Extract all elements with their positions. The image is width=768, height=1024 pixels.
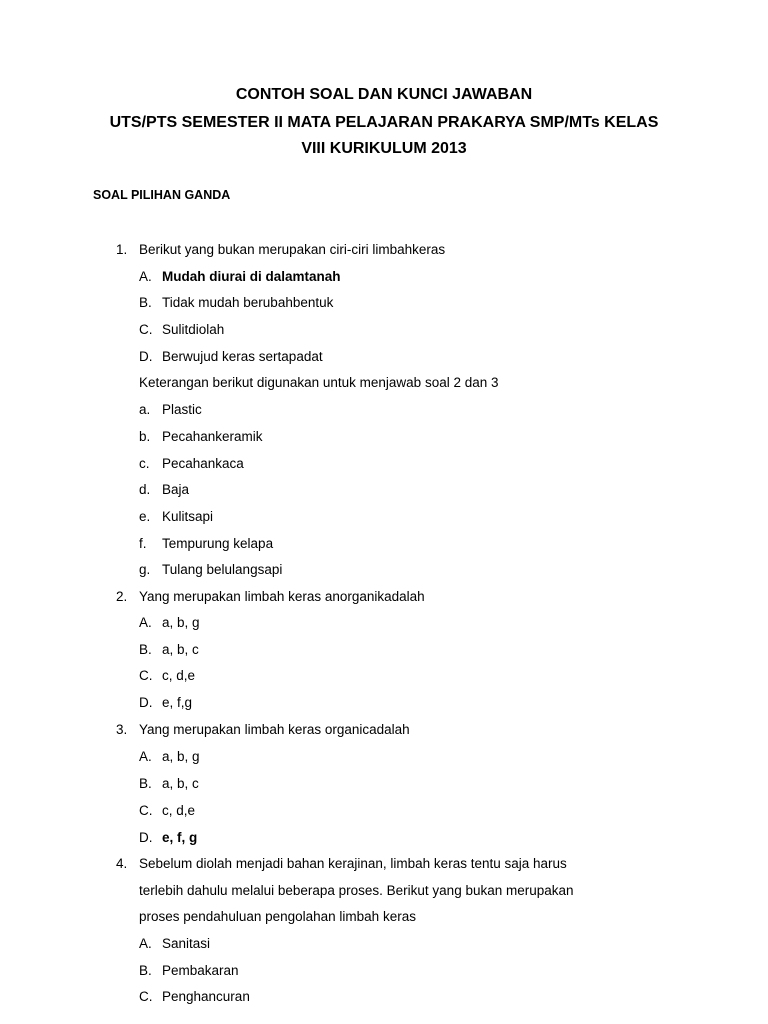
keterangan-item-label: e. <box>139 509 151 524</box>
question-2-option-label: D. <box>139 695 153 710</box>
question-1-option-b: Tidak mudah berubahbentuk <box>162 295 334 310</box>
question-1-option-d: Berwujud keras sertapadat <box>162 349 323 364</box>
question-1-option-c: Sulitdiolah <box>162 322 225 337</box>
question-3-option-d: e, f, g <box>162 830 198 845</box>
question-1-option-a: Mudah diurai di dalamtanah <box>162 269 341 284</box>
keterangan-item: Pecahankeramik <box>162 429 263 444</box>
question-4-option-a: Sanitasi <box>162 936 211 951</box>
question-4-text-line-1: Sebelum diolah menjadi bahan kerajinan, limbah keras tentu saja harus <box>139 856 567 871</box>
document-title-line-1: CONTOH SOAL DAN KUNCI JAWABAN <box>235 86 533 103</box>
keterangan-item: Tulang belulangsapi <box>162 562 283 577</box>
question-4-text-line-2: terlebih dahulu melalui beberapa proses. Berikut yang bukan merupakan <box>139 883 574 898</box>
question-2-number: 2. <box>116 589 128 604</box>
question-3-option-label: D. <box>139 830 153 845</box>
question-2-option-c: c, d,e <box>162 668 196 683</box>
document-title-line-3: VIII KURIKULUM 2013 <box>301 140 467 157</box>
question-2-option-label: A. <box>139 615 152 630</box>
question-4-number: 4. <box>116 856 128 871</box>
keterangan-item: Tempurung kelapa <box>162 536 274 551</box>
question-2-option-label: B. <box>139 642 152 657</box>
question-3-number: 3. <box>116 722 128 737</box>
question-1-option-label: A. <box>139 269 152 284</box>
document-title-line-2: UTS/PTS SEMESTER II MATA PELAJARAN PRAKARYA SMP/MTs KELAS <box>109 114 659 131</box>
keterangan-item-label: a. <box>139 402 151 417</box>
question-2-option-a: a, b, g <box>162 615 200 630</box>
question-1-option-label: B. <box>139 295 152 310</box>
keterangan-item-label: b. <box>139 429 151 444</box>
question-4-option-label: B. <box>139 963 152 978</box>
keterangan-item: Baja <box>162 482 190 497</box>
question-3-option-label: A. <box>139 749 152 764</box>
question-1-text: Berikut yang bukan merupakan ciri-ciri limbahkeras <box>139 242 446 257</box>
keterangan-item-label: g. <box>139 562 151 577</box>
keterangan-item: Kulitsapi <box>162 509 214 524</box>
question-4-option-c: Penghancuran <box>162 989 250 1004</box>
keterangan-item: Plastic <box>162 402 202 417</box>
question-4-option-label: A. <box>139 936 152 951</box>
question-2-option-d: e, f,g <box>162 695 193 710</box>
question-3-option-label: C. <box>139 803 153 818</box>
question-2-option-label: C. <box>139 668 153 683</box>
question-3-option-a: a, b, g <box>162 749 200 764</box>
keterangan-item: Pecahankaca <box>162 456 244 471</box>
question-3-option-c: c, d,e <box>162 803 196 818</box>
keterangan-item-label: c. <box>139 456 150 471</box>
section-heading: SOAL PILIHAN GANDA <box>93 188 231 202</box>
keterangan-item-label: d. <box>139 482 151 497</box>
keterangan-item-label: f. <box>139 536 147 551</box>
keterangan-text: Keterangan berikut digunakan untuk menjawab soal 2 dan 3 <box>139 375 499 390</box>
question-1-option-label: D. <box>139 349 153 364</box>
question-4-text-line-3: proses pendahuluan pengolahan limbah keras <box>139 909 416 924</box>
question-1-number: 1. <box>116 242 128 257</box>
question-2-option-b: a, b, c <box>162 642 199 657</box>
question-2-text: Yang merupakan limbah keras anorganikadalah <box>139 589 425 604</box>
question-4-option-b: Pembakaran <box>162 963 239 978</box>
question-1-option-label: C. <box>139 322 153 337</box>
question-3-option-label: B. <box>139 776 152 791</box>
question-3-text: Yang merupakan limbah keras organicadalah <box>139 722 410 737</box>
question-4-option-label: C. <box>139 989 153 1004</box>
question-3-option-b: a, b, c <box>162 776 199 791</box>
